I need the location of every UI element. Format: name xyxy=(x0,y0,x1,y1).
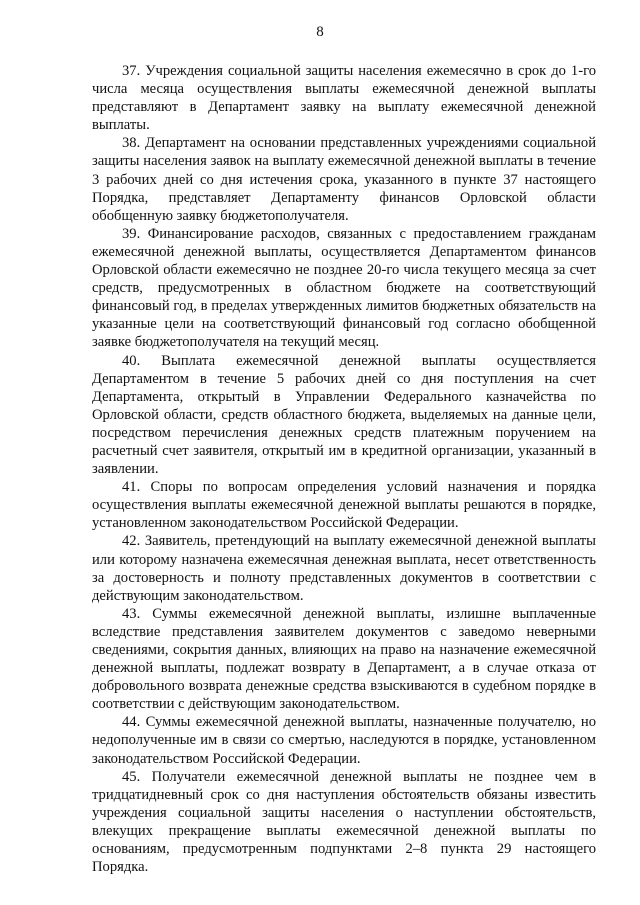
paragraph-38: 38. Департамент на основании представленных учреждениями социальной защиты населения заявок на выплату ежемесячной денежной выплаты в течение 3 рабочих дней со дня истечения срока, указанного в пункте 37 настоящего Порядка, представляет Департаменту финансов Орловской области обобщенную заявку бюджетополучателя. xyxy=(92,135,596,224)
paragraph-41: 41. Споры по вопросам определения условий назначения и порядка осуществления выплаты ежемесячной денежной выплаты решаются в порядке, установленном законодательством Российской Федерации. xyxy=(92,479,596,532)
paragraph-39: 39. Финансирование расходов, связанных с предоставлением гражданам ежемесячной денежной выплаты, осуществляется Департаментом финансов Орловской области ежемесячно не позднее 20-го числа текущего месяца за счет средств, предусмотренных в областном бюджете на соответствующий финансовый год, в пределах утвержденных лимитов бюджетных обязательств на указанные цели на соответствующий финансовый год согласно обобщенной заявке бюджетополучателя на текущий месяц. xyxy=(92,225,596,351)
paragraph-42: 42. Заявитель, претендующий на выплату ежемесячной денежной выплаты или которому назначена ежемесячная денежная выплата, несет ответственность за достоверность и полноту представленных документов в соответствии с действующим законодательством. xyxy=(92,533,596,604)
paragraph-43: 43. Суммы ежемесячной денежной выплаты, излишне выплаченные вследствие представления заявителем документов с заведомо неверными сведениями, сокрытия данных, влияющих на право на назначение ежемесячной денежной выплаты, подлежат возврату в Департамент, а в случае отказа от добровольного возврата денежные средства взыскиваются в судебном порядке в соответствии с действующим законодательством. xyxy=(92,605,596,713)
paragraph-37: 37. Учреждения социальной защиты населения ежемесячно в срок до 1-го числа месяца осуществления выплаты ежемесячной денежной выплаты представляют в Департамент заявку на выплату ежемесячной денежной выплаты. xyxy=(92,63,596,134)
paragraph-45: 45. Получатели ежемесячной денежной выплаты не позднее чем в тридцатидневный срок со дня наступления обстоятельств обязаны известить учреждения социальной защиты населения о наступлении обстоятельств, влекущих прекращение выплаты ежемесячной денежной выплаты по основаниям, предусмотренным подпунктами 2–8 пункта 29 настоящего Порядка. xyxy=(92,768,596,876)
paragraph-44: 44. Суммы ежемесячной денежной выплаты, назначенные получателю, но недополученные им в связи со смертью, наследуются в порядке, установленном законодательством Российской Федерации. xyxy=(92,714,596,767)
page-number: 8 xyxy=(316,24,324,40)
document-body xyxy=(92,62,596,876)
paragraph-40: 40. Выплата ежемесячной денежной выплаты осуществляется Департаментом в течение 5 рабочих дней со дня поступления на счет Департамента, открытый в Управлении Федерального казначейства по Орловской области, средств областного бюджета, выделяемых на данные цели, посредством перечисления денежных средств платежным поручением на расчетный счет заявителя, открытый им в кредитной организации, указанный в заявлении. xyxy=(92,352,596,478)
